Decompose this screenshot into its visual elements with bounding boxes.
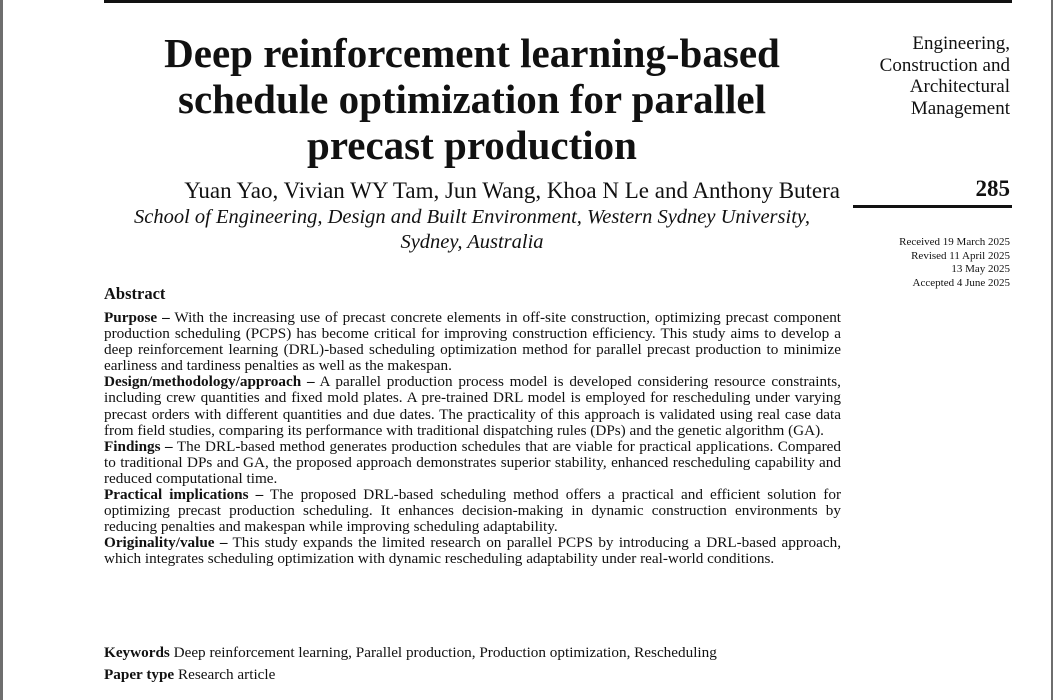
journal-name-line: Management — [910, 97, 1010, 119]
journal-name — [820, 33, 1010, 119]
article-history — [810, 236, 1010, 290]
abstract-findings — [104, 439, 841, 487]
history-revised: Revised 11 April 2025 — [911, 249, 1010, 262]
section-label: Design/methodology/approach – — [104, 373, 315, 391]
title-line: Deep reinforcement learning-based — [164, 30, 780, 76]
article-title — [104, 30, 840, 168]
section-label: Purpose – — [104, 309, 170, 326]
abstract-originality — [104, 535, 841, 567]
section-text: The proposed DRL-based scheduling method offers a practical and efficient solution for optimizing precast production scheduling. It enhances decision-making in dynamic construction environments by reducing penalties and makespan while improving scheduling adaptability. — [104, 486, 841, 536]
abstract — [104, 284, 841, 568]
affiliation-line: Sydney, Australia — [400, 231, 544, 253]
keywords-label: Keywords — [104, 644, 170, 661]
journal-name-line: Architectural — [909, 76, 1010, 97]
section-label: Originality/value – — [104, 534, 228, 552]
journal-name-line: Construction and — [879, 54, 1010, 76]
abstract-practical-implications — [104, 487, 841, 535]
history-received: Received 19 March 2025 — [899, 236, 1010, 248]
section-text: The DRL-based method generates production schedules that are viable for practical applications. Compared to traditional DPs and GA, the proposed approach demonstrates superior stability, enhanced rescheduling capability and reduced computational time. — [104, 437, 841, 487]
affiliation — [104, 205, 840, 255]
section-label: Practical implications – — [104, 486, 264, 504]
keywords-text: Deep reinforcement learning, Parallel production, Production optimization, Rescheduling — [169, 644, 717, 661]
section-label: Findings – — [104, 437, 173, 455]
keywords — [104, 643, 841, 663]
affiliation-line: School of Engineering, Design and Built Environment, Western Sydney University, — [134, 206, 810, 228]
title-line: schedule optimization for parallel — [177, 76, 766, 122]
top-rule — [104, 0, 1012, 3]
title-line: precast production — [307, 122, 637, 168]
section-text: With the increasing use of precast concrete elements in off-site construction, optimizing precast component production scheduling (PCPS) has become critical for improving construction efficiency. This study aims to develop a deep reinforcement learning (DRL)-based scheduling optimization method for parallel precast production to minimize earliness and tardiness penalties as well as the makespan. — [104, 309, 842, 375]
abstract-purpose — [104, 310, 841, 374]
section-text: This study expands the limited research on parallel PCPS by introducing a DRL-based approach, which integrates scheduling optimization with dynamic rescheduling adaptability under real-world conditions. — [104, 534, 841, 568]
paper-type-text: Research article — [174, 666, 276, 683]
page-number: 285 — [975, 176, 1010, 201]
abstract-design — [104, 374, 841, 438]
abstract-heading: Abstract — [104, 284, 166, 303]
author-list: Yuan Yao, Vivian WY Tam, Jun Wang, Khoa N Le and Anthony Butera — [184, 178, 840, 203]
side-rule — [853, 205, 1012, 208]
history-accepted: Accepted 4 June 2025 — [912, 276, 1010, 289]
journal-name-line: Engineering, — [912, 33, 1010, 54]
paper-type-label: Paper type — [104, 666, 175, 683]
page-edge-left — [0, 0, 3, 700]
history-revised-2: 13 May 2025 — [951, 263, 1010, 275]
paper-type — [104, 665, 841, 685]
section-text: A parallel production process model is developed considering resource constraints, including crew quantities and fixed mold plates. A pre-trained DRL model is employed for rescheduling under varying precast orders with different quantities and due dates. The practicality of this approach is validated using real case data from field studies, comparing its performance with traditional dispatching rules (DPs) and the genetic algorithm (GA). — [104, 373, 841, 439]
